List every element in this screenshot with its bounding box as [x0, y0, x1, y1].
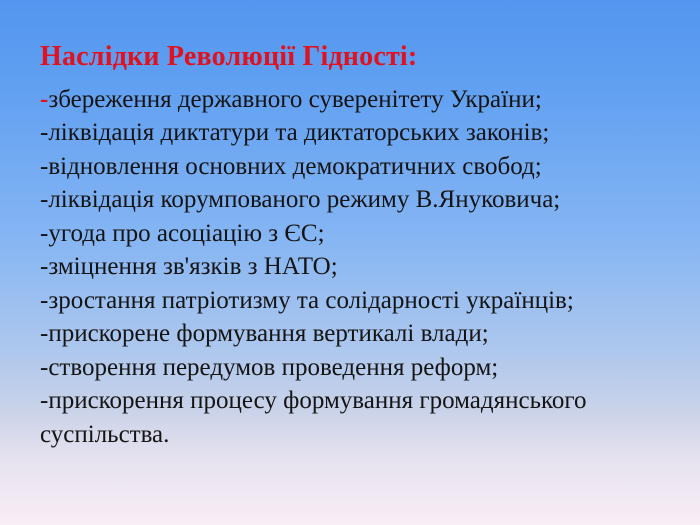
list-item-dash: - — [40, 320, 49, 348]
list-item — [40, 317, 665, 351]
list-item — [40, 183, 665, 217]
list-item-text: ліквідація диктатури та диктаторських законів; — [48, 119, 550, 147]
list-item — [40, 83, 665, 117]
list-item-dash: - — [40, 253, 49, 281]
list-item-text: прискорення процесу формування громадянського суспільства. — [40, 387, 587, 448]
list-item-text: угода про асоціацію з ЄС; — [48, 219, 325, 247]
list-item-dash: - — [40, 353, 49, 381]
list-item-text: ліквідація корумпованого режиму В.Януковича; — [48, 186, 561, 214]
slide-title: Наслідки Революції Гідності: — [40, 41, 418, 72]
list-item-text: зміцнення зв'язків з НАТО; — [48, 253, 338, 281]
list-item — [40, 217, 665, 251]
list-item-dash: - — [40, 119, 49, 147]
consequence-list — [40, 83, 665, 452]
list-item-dash: - — [40, 186, 49, 214]
list-item-text: зростання патріотизму та солідарності українців; — [48, 286, 574, 314]
list-item-text: створення передумов проведення реформ; — [48, 353, 499, 381]
list-item-dash: - — [40, 85, 49, 113]
list-item-text: відновлення основних демократичних свобод; — [48, 152, 542, 180]
list-item-dash: - — [40, 286, 49, 314]
list-item — [40, 116, 665, 150]
list-item — [40, 284, 665, 318]
list-item-text: прискорене формування вертикалі влади; — [48, 320, 489, 348]
list-item-text: збереження державного суверенітету України; — [48, 85, 542, 113]
list-item — [40, 150, 665, 184]
list-item-dash: - — [40, 152, 49, 180]
slide-content — [40, 42, 665, 451]
list-item — [40, 250, 665, 284]
list-item — [40, 351, 665, 385]
list-item — [40, 384, 665, 451]
list-item-dash: - — [40, 387, 49, 415]
list-item-dash: - — [40, 219, 49, 247]
